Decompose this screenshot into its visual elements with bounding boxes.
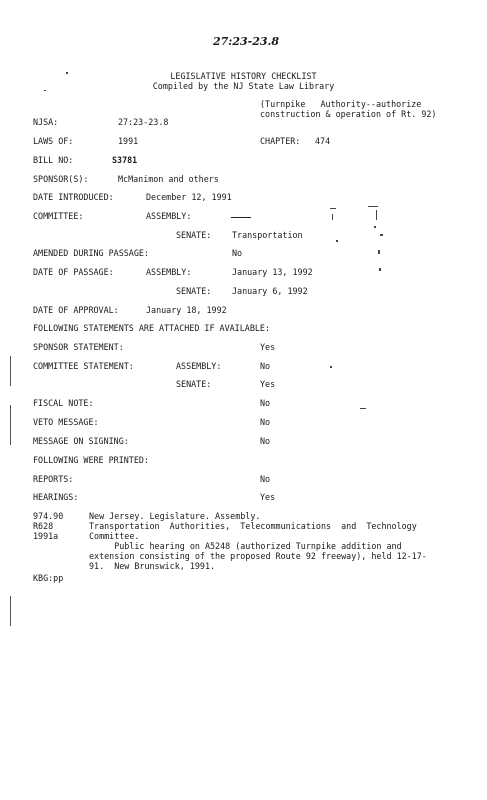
scan-speck [374, 226, 376, 228]
bill-number-label: BILL NO: [33, 155, 74, 165]
scan-speck [379, 268, 381, 271]
hearings-label: HEARINGS: [33, 492, 79, 502]
handwritten-document-number: 27:23-23.8 [213, 35, 280, 48]
scan-speck [368, 206, 378, 207]
message-on-signing-label: MESSAGE ON SIGNING: [33, 436, 129, 446]
message-on-signing-value: No [260, 436, 271, 446]
njsa-value: 27:23-23.8 [118, 117, 169, 127]
amended-value: No [232, 248, 243, 258]
scan-speck [378, 250, 380, 254]
hearings-value: Yes [260, 492, 276, 502]
document-title: LEGISLATIVE HISTORY CHECKLIST [170, 71, 317, 81]
njsa-label: NJSA: [33, 117, 59, 127]
citation-line-2: Transportation Authorities, Telecommunications and Technology [89, 521, 417, 531]
passage-senate-value: January 6, 1992 [232, 286, 308, 296]
margin-scan-line [10, 405, 11, 445]
date-of-passage-label: DATE OF PASSAGE: [33, 267, 114, 277]
committee-assembly-blank [231, 217, 251, 218]
committee-assembly-label: ASSEMBLY: [146, 211, 192, 221]
scan-speck [336, 240, 338, 242]
reports-value: No [260, 474, 271, 484]
sponsor-value: McManimon and others [118, 174, 219, 184]
fiscal-note-value: No [260, 398, 271, 408]
act-description-line-1: (Turnpike Authority--authorize [260, 99, 422, 109]
passage-assembly-value: January 13, 1992 [232, 267, 313, 277]
committee-senate-value: Transportation [232, 230, 303, 240]
laws-of-label: LAWS OF: [33, 136, 74, 146]
call-number-2: R628 [33, 521, 54, 531]
sponsor-statement-value: Yes [260, 342, 276, 352]
passage-senate-label: SENATE: [176, 286, 212, 296]
statements-heading: FOLLOWING STATEMENTS ARE ATTACHED IF AVAILABLE: [33, 323, 270, 333]
fiscal-note-label: FISCAL NOTE: [33, 398, 94, 408]
date-introduced-label: DATE INTRODUCED: [33, 192, 114, 202]
committee-statement-senate-label: SENATE: [176, 379, 212, 389]
veto-message-value: No [260, 417, 271, 427]
scan-speck [332, 214, 333, 220]
committee-senate-label: SENATE: [176, 230, 212, 240]
committee-label: COMMITTEE: [33, 211, 84, 221]
committee-statement-label: COMMITTEE STATEMENT: [33, 361, 134, 371]
date-of-approval-value: January 18, 1992 [146, 305, 227, 315]
scan-speck [376, 210, 377, 220]
amended-label: AMENDED DURING PASSAGE: [33, 248, 149, 258]
scan-speck [330, 208, 336, 209]
citation-line-4: Public hearing on A5248 (authorized Turnpike addition and [89, 541, 402, 551]
passage-assembly-label: ASSEMBLY: [146, 267, 192, 277]
citation-line-6: 91. New Brunswick, 1991. [89, 561, 216, 571]
reports-label: REPORTS: [33, 474, 74, 484]
printed-heading: FOLLOWING WERE PRINTED: [33, 455, 149, 465]
scan-speck [360, 408, 366, 409]
date-of-approval-label: DATE OF APPROVAL: [33, 305, 119, 315]
chapter-label: CHAPTER: [260, 136, 301, 146]
sponsor-label: SPONSOR(S): [33, 174, 89, 184]
scan-speck [380, 234, 383, 236]
chapter-value: 474 [315, 136, 331, 146]
margin-scan-line [10, 356, 11, 386]
act-description-line-2: construction & operation of Rt. 92) [260, 109, 437, 119]
citation-line-3: Committee. [89, 531, 140, 541]
scan-speck [330, 366, 332, 368]
call-number-3: 1991a [33, 531, 59, 541]
laws-of-value: 1991 [118, 136, 139, 146]
document-subtitle: Compiled by the NJ State Law Library [152, 81, 335, 91]
citation-line-5: extension consisting of the proposed Route 92 freeway), held 12-17- [89, 551, 427, 561]
call-number-1: 974.90 [33, 511, 64, 521]
citation-line-1: New Jersey. Legislature. Assembly. [89, 511, 261, 521]
date-introduced-value: December 12, 1991 [146, 192, 232, 202]
committee-statement-assembly-label: ASSEMBLY: [176, 361, 222, 371]
margin-scan-line [10, 596, 11, 626]
bill-number-value: S3781 [112, 155, 138, 165]
committee-statement-senate-value: Yes [260, 379, 276, 389]
veto-message-label: VETO MESSAGE: [33, 417, 99, 427]
sponsor-statement-label: SPONSOR STATEMENT: [33, 342, 124, 352]
committee-statement-assembly-value: No [260, 361, 271, 371]
initials: KBG:pp [33, 573, 64, 583]
